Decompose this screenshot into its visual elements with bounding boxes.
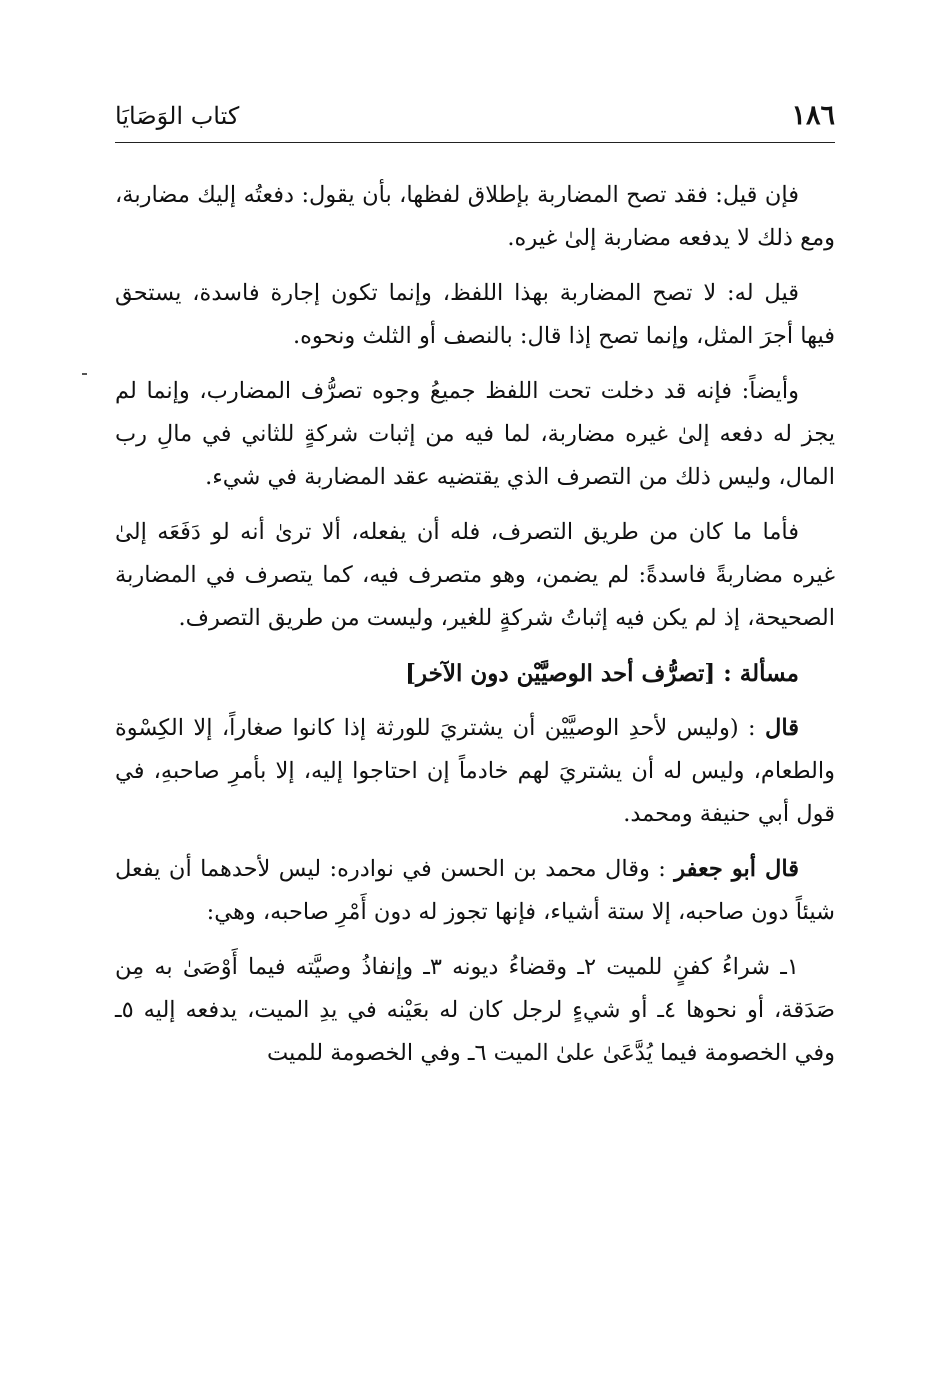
page-header [115,98,835,142]
paragraph-3: وأيضاً: فإنه قد دخلت تحت اللفظ جميعُ وجوه تصرُّف المضارب، وإنما لم يجز له دفعه إلىٰ غيره مضاربة، لما فيه من إثبات شركةٍ للثاني في مالِ رب المال، وليس ذلك من التصرف الذي يقتضيه عقد المضاربة في شيء. [115,378,835,490]
paragraph-5-lead: قال [765,715,799,741]
paragraph-2: قيل له: لا تصح المضاربة بهذا اللفظ، وإنما تكون إجارة فاسدة، يستحق فيها أجرَ المثل، وإنما تصح إذا قال: بالنصف أو الثلث ونحوه. [115,280,835,349]
paragraph-5-text: : (وليس لأحدِ الوصيَّيْن أن يشتريَ للورثة إذا كانوا صغاراً، إلا الكِسْوة والطعام، وليس له أن يشتريَ لهم خادماً إن احتاجوا إليه، إلا بأمرِ صاحبهِ، في قول أبي حنيفة ومحمد. [115,715,835,827]
body-text [115,174,835,1087]
paragraph-5 [115,707,835,836]
header-rule [115,142,835,143]
running-title: كتاب الوَصَايَا [115,102,240,130]
margin-mark [82,373,87,375]
paragraph-6-lead: قال أبو جعفر [674,856,799,882]
paragraph-7: ١ـ شراءُ كفنٍ للميت ٢ـ وقضاءُ ديونه ٣ـ وإنفاذُ وصيَّته فيما أَوْصَىٰ به مِن صَدَقة، أو نحوها ٤ـ أو شيءٍ لرجل كان له بعَيْنه في يدِ الميت، يدفعه إليه ٥ـ وفي الخصومة فيما يُدَّعَىٰ علىٰ الميت ٦ـ وفي الخصومة للميت [115,954,835,1066]
paragraph-6-text: : وقال محمد بن الحسن في نوادره: ليس لأحدهما أن يفعل شيئاً دون صاحبه، إلا ستة أشياء، فإنها تجوز له دون أَمْرِ صاحبه، وهي: [115,856,835,925]
section-heading: مسألة : [تصرُّف أحد الوصيَّيْن دون الآخر] [405,660,799,687]
page-number: ١٨٦ [791,100,835,131]
paragraph-1: فإن قيل: فقد تصح المضاربة بإطلاق لفظها، بأن يقول: دفعتُه إليك مضاربة، ومع ذلك لا يدفعه مضاربة إلىٰ غيره. [115,182,835,251]
paragraph-4: فأما ما كان من طريق التصرف، فله أن يفعله، ألا ترىٰ أنه لو دَفَعَه إلىٰ غيره مضاربةً فاسدةً: لم يضمن، وهو متصرف فيه، كما يتصرف في المضاربة الصحيحة، إذ لم يكن فيه إثباتُ شركةٍ للغير، وليست من طريق التصرف. [115,519,835,631]
paragraph-6 [115,848,835,934]
